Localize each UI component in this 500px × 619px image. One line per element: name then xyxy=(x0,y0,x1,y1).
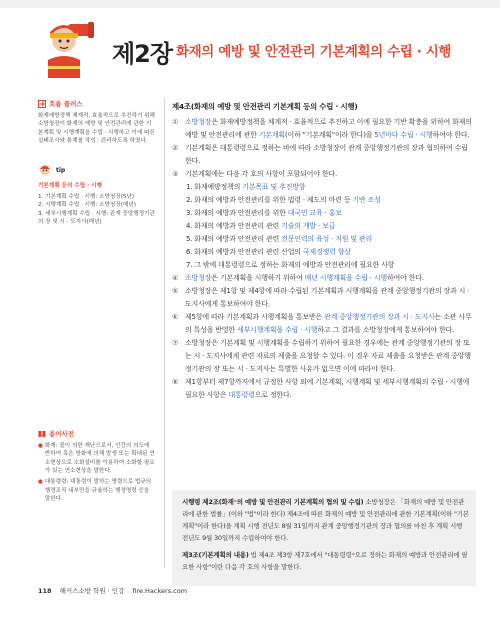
tip-title: 기본계획 등의 수립 · 시행 xyxy=(38,182,102,189)
paragraph-marker: ③ xyxy=(172,170,179,178)
paragraph-text xyxy=(185,311,472,337)
enforcement-decree-box xyxy=(172,490,476,586)
text-run: 5. 화재의 예방과 안전관리 관련 xyxy=(186,235,282,243)
paragraph-2 xyxy=(172,142,472,168)
book-icon xyxy=(38,430,46,438)
glossary xyxy=(38,430,156,506)
publisher-site[interactable]: fire.Hackers.com xyxy=(132,586,188,595)
decree-text-cont: 으로 정하는 화재의 예방과 안전관리에 필요한 사항"이란 다음 각 호의 사항을 말한다. xyxy=(182,551,468,571)
glossary-item xyxy=(38,478,156,504)
paragraph-marker: ② xyxy=(172,144,179,152)
text-run: 은 화재예방정책을 체계적 · 효율적으로 추진하고 이에 필요한 기반 확충을 위하여 화재의 예방 및 안전관리에 관한 xyxy=(185,118,472,139)
paragraph-8 xyxy=(172,376,472,402)
text-run: 제1항부터 제7항까지에서 규정한 사항 외에 기본계획, 시행계획 및 세부시행계획의 수립 · 시행에 필요한 사항은 xyxy=(185,378,470,399)
decree-article-3 xyxy=(182,549,470,573)
publisher-name: 해커스소방 학원 · 인강 xyxy=(59,587,125,595)
paragraph-marker: ⑧ xyxy=(172,378,179,386)
highlighted-term: 소방청장 xyxy=(185,118,212,126)
chapter-title: 화재의 예방 및 안전관리 기본계획의 수립 · 시행 xyxy=(176,44,452,60)
text-run: 은 기본계획을 시행하기 위하여 xyxy=(211,274,305,282)
column-divider xyxy=(164,98,165,568)
highlighted-term: 국제경쟁력 향상 xyxy=(302,248,351,256)
glossary-heading xyxy=(38,430,156,439)
highlighted-term: 전문인력의 육성 · 지원 및 관리 xyxy=(281,235,373,243)
paragraph-marker: ① xyxy=(172,118,179,126)
tip-item: 2. 시행계획 수립 · 시행: 소방청장(매년) xyxy=(38,202,136,209)
text-run: 7. 그 밖에 대통령령으로 정하는 화재의 예방과 안전관리에 필요한 사항 xyxy=(186,261,395,269)
highlighted-term: 관계 중앙행정기관의 장과 시 · 도지사 xyxy=(324,313,435,321)
glossary-bullet: ● xyxy=(38,478,43,485)
highlighted-term: 기반 조성 xyxy=(352,196,381,204)
text-run: 1. 화재예방정책의 xyxy=(186,183,243,191)
paragraph-text: 소방청장은 기본계획 및 시행계획을 수립하기 위하여 필요한 경우에는 관계 중앙행정기관의 장 또는 시 · 도지사에게 관련 자료의 제출을 요청할 수 있다. 이 경우 자료 제출을 요청받은 관계 중앙행정기관의 장 또는 시 · 도지사는 특별한 사유가 없으면 이에 따라야 한다. xyxy=(185,339,471,373)
decree-text: 법 제4조 제3항 제7호에서 "대통령령 xyxy=(248,551,352,559)
decree-heading: 시행령 제2조(화재 xyxy=(182,498,234,506)
item-list xyxy=(172,181,472,272)
paragraph-5 xyxy=(172,285,472,311)
footnote-mark: * xyxy=(351,551,355,559)
paragraph-marker: ④ xyxy=(172,274,179,282)
header-band xyxy=(0,0,500,8)
paragraph-text: 기본계획에는 다음 각 호의 사항이 포함되어야 한다. xyxy=(185,170,337,178)
decree-heading: 제3조(기본계획의 내용) xyxy=(182,551,249,559)
highlighted-term: 기본계획 xyxy=(258,131,285,139)
paragraph-marker: ⑥ xyxy=(172,313,179,321)
list-item xyxy=(186,220,472,233)
flow-plus-heading xyxy=(38,100,156,109)
text-run: 하여야 한다. xyxy=(432,131,470,139)
paragraph-1 xyxy=(172,116,472,142)
paragraph-text xyxy=(185,272,424,285)
footnote-mark: * xyxy=(233,498,237,506)
paragraph-3 xyxy=(172,168,472,181)
paragraph-text xyxy=(185,116,472,142)
highlighted-term: 세부시행계획을 수립 · 시행 xyxy=(237,326,318,334)
chapter-header xyxy=(0,0,500,84)
list-item xyxy=(186,246,472,259)
tip-item: 1. 기본계획 수립 · 시행: 소방청장(5년) xyxy=(38,193,135,200)
decree-text: 소방청장은 「화재의 예방 및 안전관리에 관한 법률」(이하 "법"이라 한다) 제4조에 따른 화재의 예방 및 안전관리에 관한 기본계획(이하 "기본계획"이라 한다)을 계획 시행 전년도 8월 31일까지 관계 중앙행정기관의 장과 협의를 마친 후 계획 시행 전년도 9월 30일까지 수립하여야 한다. xyxy=(182,498,469,542)
paragraph-7 xyxy=(172,337,472,376)
paragraph-text: 소방청장은 제1항 및 제4항에 따라 수립된 기본계획과 시행계획을 관계 중앙행정기관의 장과 시 · 도지사에게 통보하여야 한다. xyxy=(185,287,470,308)
page-footer xyxy=(38,586,187,595)
glossary-text: 화재: 불이 의한 재난으로서, 인간의 의도에 반하여 혹은 방화에 의해 발생 또는 확대된 연소현상으로 소화설비를 이용하여 소화할 필요가 있는 연소현상을 말한다. xyxy=(44,442,155,475)
paragraph-marker: ⑦ xyxy=(172,339,179,347)
list-item xyxy=(186,259,472,272)
tip-label: tip xyxy=(56,166,66,174)
text-run: 2. 화재의 예방과 안전관리를 위한 법령 · 제도의 마련 등 xyxy=(186,196,353,204)
flow-plus-text: 화재예방정책 체계적, 효율적으로 추진하기 위해 소방청장이 화재의 예방 및 안전관리에 관한 기본계획 및 시행계획을 수립 · 시행하고 이에 따른 실태조사와 통계를 작성 · 관리하도록 하였다. xyxy=(38,112,155,145)
tip-item: 3. 세부시행계획 수립 · 시행: 관계 중앙행정기관의 장 및 시 · 도지사(매년) xyxy=(38,210,155,226)
list-item xyxy=(186,207,472,220)
highlighted-term: 대국민 교육 · 홍보 xyxy=(287,209,342,217)
text-run: 6. 화재의 예방과 안전관리 관련 산업의 xyxy=(186,248,303,256)
tip-heading xyxy=(38,164,156,178)
paragraph-4 xyxy=(172,272,472,285)
character-icon xyxy=(38,164,52,178)
tip-list xyxy=(38,193,156,227)
text-run: 제5항에 따라 기본계획과 시행계획을 통보받은 xyxy=(185,313,325,321)
highlighted-term: 매년 시행계획을 수립 · 시행 xyxy=(304,274,387,282)
firefighter-mascot-icon xyxy=(38,16,100,78)
text-run: 으로 정한다. xyxy=(254,391,292,399)
highlighted-term: 기술의 개발 · 보급 xyxy=(281,222,336,230)
list-item xyxy=(186,181,472,194)
glossary-bullet: ● xyxy=(38,442,43,449)
sidebar xyxy=(38,100,156,227)
text-run: 하여야 한다. xyxy=(386,274,424,282)
decree-heading-cont: 의 예방 및 안전관리 기본계획의 협의 및 수립) xyxy=(236,498,364,506)
glossary-label: 용어사전 xyxy=(49,430,75,438)
text-run: 하고 그 결과를 소방청장에게 통보하여야 한다. xyxy=(317,326,455,334)
text-run: 4. 화재의 예방과 안전관리 관련 xyxy=(186,222,282,230)
glossary-item xyxy=(38,442,156,476)
list-item xyxy=(186,194,472,207)
highlighted-term: 기본목표 및 추진방향 xyxy=(242,183,306,191)
paragraph-marker: ⑤ xyxy=(172,287,179,295)
article-title: 제4조(화재의 예방 및 안전관리 기본계획 등의 수립 · 시행) xyxy=(172,102,358,111)
text-run: (이하 "기본계획"이라 한다)을 xyxy=(284,131,375,139)
flow-icon xyxy=(38,100,46,108)
text-run: 3. 화재의 예방과 안전관리를 위한 xyxy=(186,209,288,217)
text-run: 는 소관 사무의 특성을 반영한 xyxy=(185,313,472,334)
highlighted-term: 대통령령 xyxy=(228,391,255,399)
highlighted-term: 5년마다 수립 · 시행 xyxy=(374,131,433,139)
highlighted-term: 소방청장 xyxy=(185,274,212,282)
paragraph-6 xyxy=(172,311,472,337)
list-item xyxy=(186,233,472,246)
main-content xyxy=(172,100,472,402)
paragraph-text xyxy=(185,376,472,402)
glossary-text: 대통령령: 대통령이 발하는 명령으로 법규의 행정조직 내부만을 규율하는 행정명령 등을 말한다. xyxy=(44,478,152,503)
chapter-label: 제2장 xyxy=(112,40,173,68)
decree-article-2 xyxy=(182,496,470,544)
paragraph-text: 기본계획은 대통령령으로 정하는 바에 따라 소방청장이 관계 중앙행정기관의 장과 협의하여 수립한다. xyxy=(185,144,468,165)
page-number: 118 xyxy=(38,586,52,595)
flow-plus-label: 흐름 플러스 xyxy=(49,100,83,108)
